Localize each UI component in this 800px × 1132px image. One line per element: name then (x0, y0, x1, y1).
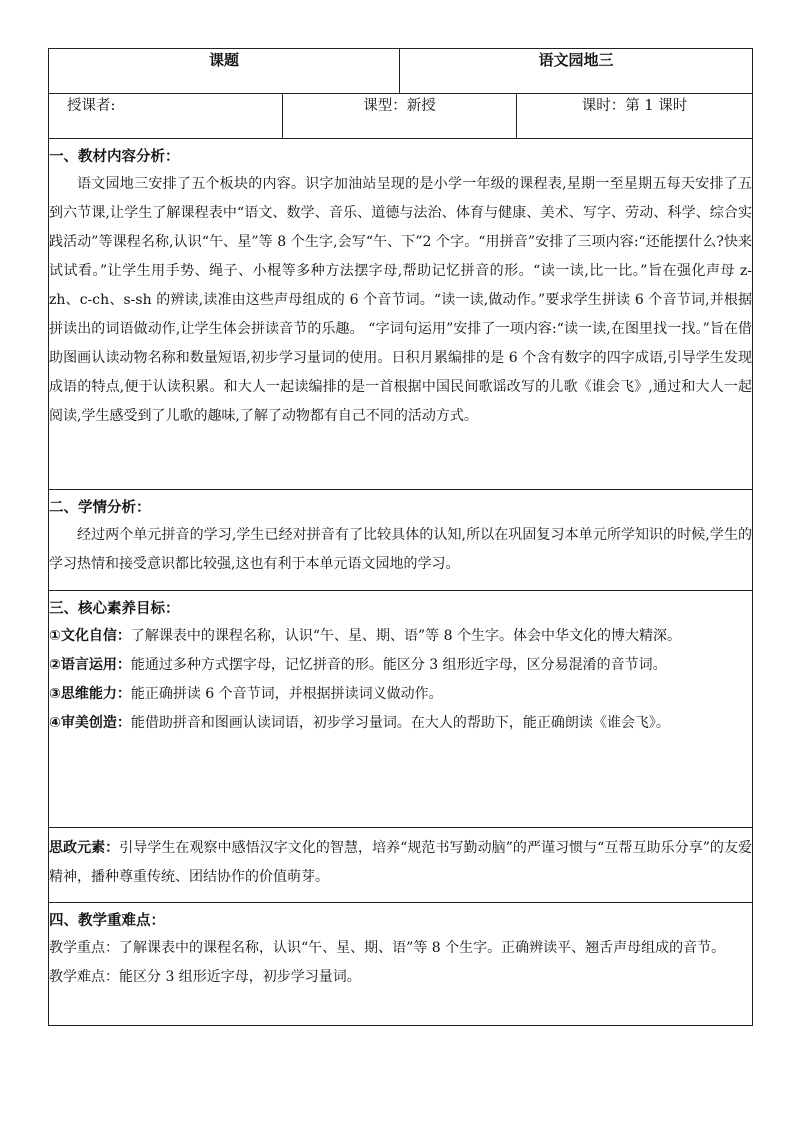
analysis-row (49, 139, 753, 490)
analysis-title: 一、教材内容分析： (49, 149, 180, 165)
lesson-type-cell: 课型：新授 (283, 94, 517, 139)
analysis-section (49, 139, 753, 490)
topic-label: 课题 (49, 49, 400, 94)
teacher-cell: 授课者: (49, 94, 283, 139)
goal-text: 能正确拼读 6 个音节词，并根据拼读词义做动作。 (130, 686, 443, 702)
focus-title: 四、教学重难点： (49, 913, 165, 929)
focus-section (49, 903, 753, 1026)
meta-row (49, 94, 753, 139)
goal-item (49, 651, 752, 680)
goal-label: ④审美创造： (49, 715, 131, 731)
learners-section (49, 490, 753, 591)
goals-section (49, 591, 753, 828)
goal-item (49, 680, 752, 709)
goal-text: 能通过多种方式摆字母，记忆拼音的形。能区分 3 组形近字母，区分易混淆的音节词。 (130, 657, 667, 673)
key-point: 教学重点：了解课表中的课程名称，认识“午、星、期、语”等 8 个生字。正确辨读平、翘舌声母组成的音节。 (49, 940, 726, 956)
learners-body: 经过两个单元拼音的学习,学生已经对拼音有了比较具体的认知,所以在巩固复习本单元所学知识的时候,学生的学习热情和接受意识都比较强,这也有利于本单元语文园地的学习。 (49, 527, 753, 572)
analysis-body: 语文园地三安排了五个板块的内容。识字加油站呈现的是小学一年级的课程表,星期一至星期五每天安排了五到六节课,让学生了解课程表中“语文、数学、音乐、道德与法治、体育与健康、美术、写字、劳动、科学、综合实践活动”等课程名称,认识“午、星”等 8 个生字,会写“午、下”2 个字。“用拼音”安排了三项内容:“还能摆什么?快来试试看。”让学生用手势、绳子、小棍等多种方法摆字母,帮助记忆拼音的形。“读一读,比一比。”旨在强化声母 z-zh、c-ch、s-sh 的辨读,读准由这些声母组成的 6 个音节词。“读一读,做动作。”要求学生拼读 6 个音节词,并根据拼读出的词语做动作,让学生体会拼读音节的乐趣。 “字词句运用”安排了一项内容:“读一读,在图里找一找。”旨在借助图画认读动物名称和数量短语,初步学习量词的使用。日积月累编排的是 6 个含有数字的四字成语,引导学生发现成语的特点,便于认读积累。和大人一起读编排的是一首根据中国民间歌谣改写的儿歌《谁会飞》,通过和大人一起阅读,学生感受到了儿歌的趣味,了解了动物都有自己不同的活动方式。 (49, 176, 753, 424)
learners-title: 二、学情分析： (49, 500, 151, 516)
learners-row (49, 490, 753, 591)
goal-item (49, 709, 752, 738)
period-cell: 课时：第 1 课时 (517, 94, 753, 139)
focus-row (49, 903, 753, 1026)
goal-item (49, 622, 752, 651)
topic-value: 语文园地三 (400, 49, 753, 94)
goal-label: ③思维能力： (49, 686, 131, 702)
goal-text: 了解课表中的课程名称，认识“午、星、期、语”等 8 个生字。体会中华文化的博大精深。 (130, 628, 681, 644)
goal-label: ②语言运用： (49, 657, 131, 673)
ideology-label: 思政元素： (49, 840, 120, 856)
goals-title: 三、核心素养目标： (49, 601, 180, 617)
difficulty: 教学难点：能区分 3 组形近字母，初步学习量词。 (49, 969, 361, 985)
lesson-plan-table (48, 48, 753, 1026)
ideology-section (49, 828, 753, 903)
header-row (49, 49, 753, 94)
goals-row (49, 591, 753, 828)
goal-label: ①文化自信： (49, 628, 131, 644)
ideology-row (49, 828, 753, 903)
ideology-text: 引导学生在观察中感悟汉字文化的智慧，培养“规范书写勤动脑”的严谨习惯与“互帮互助乐分享”的友爱精神，播种尊重传统、团结协作的价值萌芽。 (49, 840, 753, 885)
ideology-text-block (49, 834, 752, 892)
goal-text: 能借助拼音和图画认读词语，初步学习量词。在大人的帮助下，能正确朗读《谁会飞》。 (130, 715, 670, 731)
